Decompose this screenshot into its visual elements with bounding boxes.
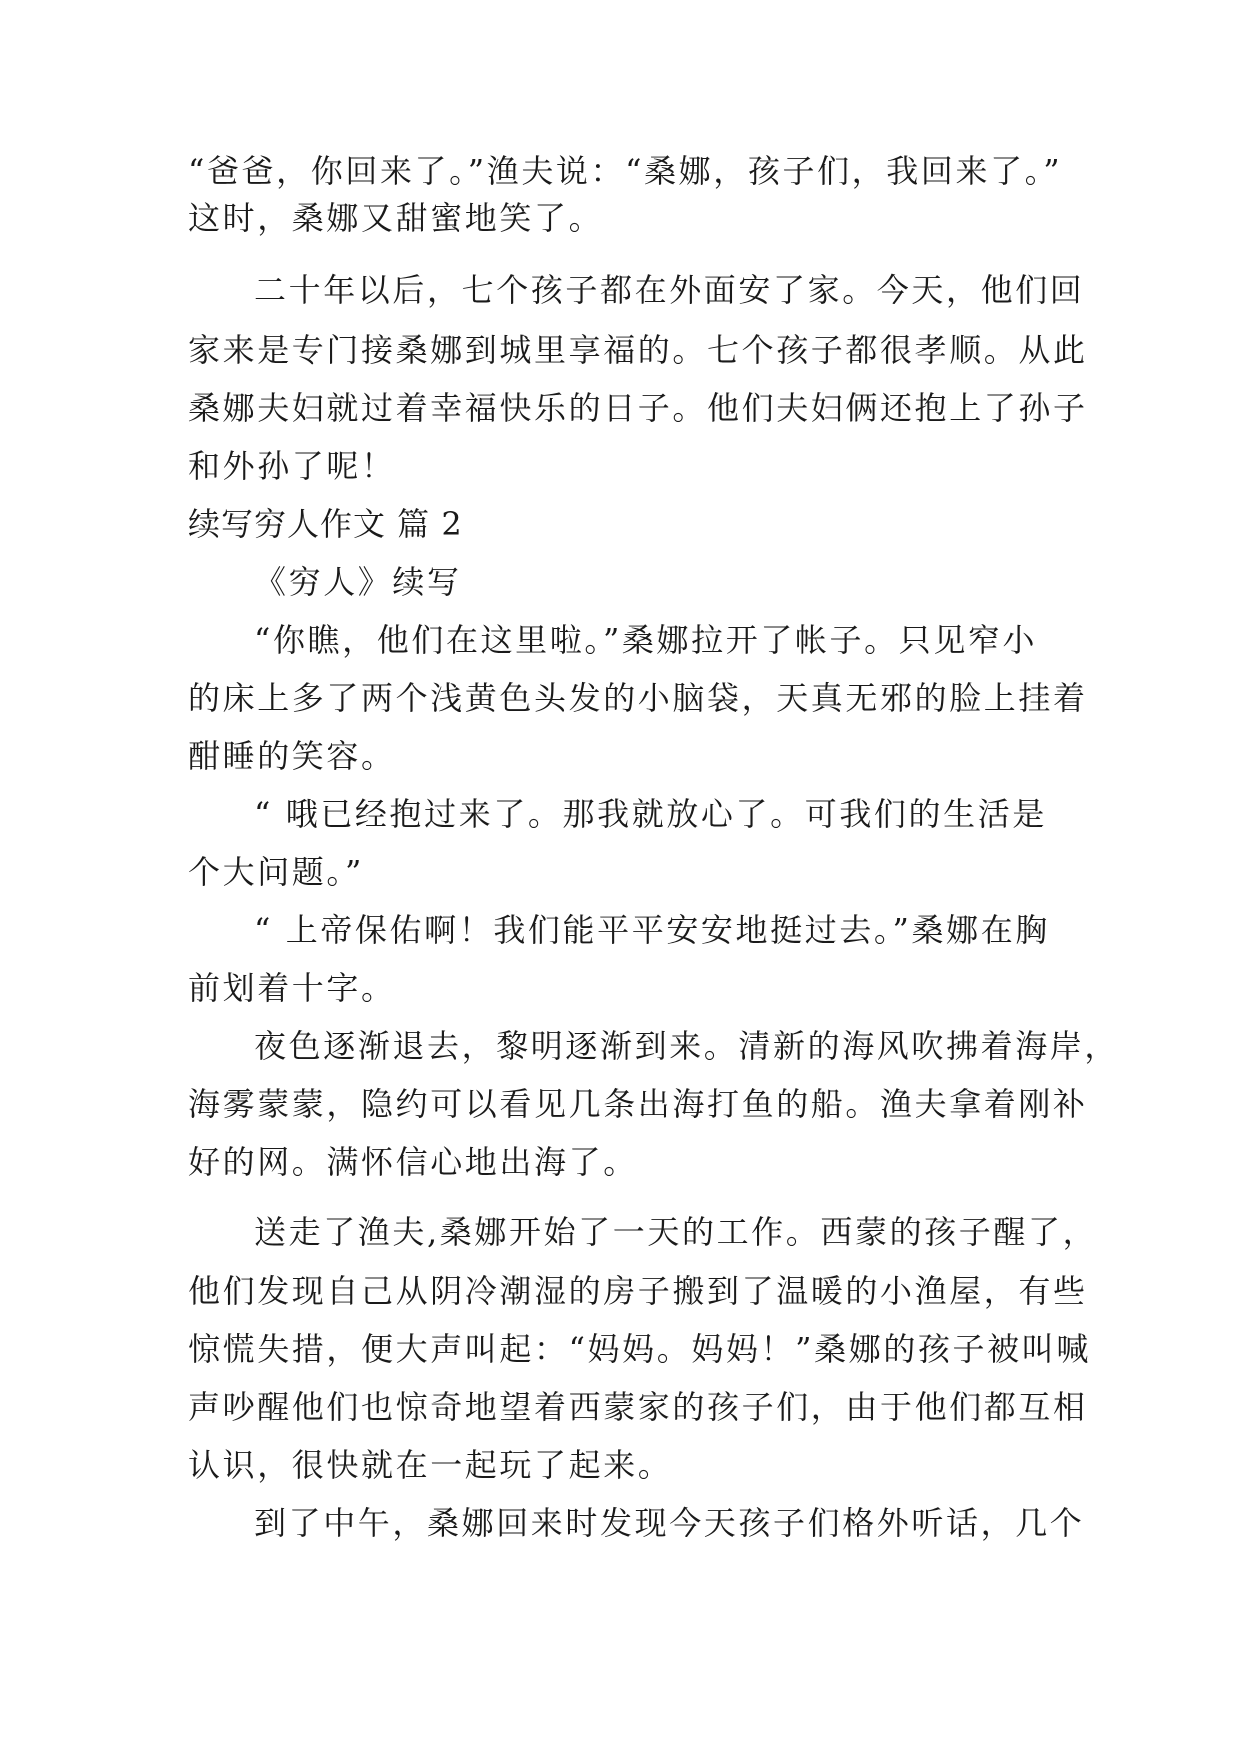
paragraph-line: 酣睡的笑容。 <box>188 737 396 775</box>
paragraph-line: 好的网。满怀信心地出海了。 <box>188 1143 638 1181</box>
section-heading: 续写穷人作文 篇 2 <box>188 505 463 543</box>
paragraph-line: 送走了渔夫,桑娜开始了一天的工作。西蒙的孩子醒了， <box>254 1213 1098 1251</box>
paragraph-line: 桑娜夫妇就过着幸福快乐的日子。他们夫妇俩还抱上了孙子 <box>188 389 1088 427</box>
paragraph-line: 前划着十字。 <box>188 969 396 1007</box>
paragraph-line: 夜色逐渐退去，黎明逐渐到来。清新的海风吹拂着海岸， <box>254 1027 1120 1065</box>
paragraph-line: 认识，很快就在一起玩了起来。 <box>188 1446 673 1484</box>
paragraph-line: 惊慌失措，便大声叫起：“妈妈。妈妈！”桑娜的孩子被叫喊 <box>188 1330 1091 1368</box>
paragraph-line: 二十年以后，七个孩子都在外面安了家。今天，他们回 <box>254 271 1085 309</box>
paragraph-line: 声吵醒他们也惊奇地望着西蒙家的孩子们，由于他们都互相 <box>188 1388 1088 1426</box>
paragraph-line: 个大问题。” <box>188 853 364 891</box>
paragraph-line: “爸爸，你回来了。”渔夫说：“桑娜，孩子们，我回来了。” <box>188 152 1063 190</box>
paragraph-line: 海雾蒙蒙，隐约可以看见几条出海打鱼的船。渔夫拿着刚补 <box>188 1085 1088 1123</box>
paragraph-line: 他们发现自己从阴冷潮湿的房子搬到了温暖的小渔屋，有些 <box>188 1272 1088 1310</box>
paragraph-line: 家来是专门接桑娜到城里享福的。七个孩子都很孝顺。从此 <box>188 331 1088 369</box>
paragraph-line: 和外孙了呢！ <box>188 447 396 485</box>
paragraph-line: 到了中午，桑娜回来时发现今天孩子们格外听话，几个 <box>254 1504 1085 1542</box>
paragraph-line: 的床上多了两个浅黄色头发的小脑袋，天真无邪的脸上挂着 <box>188 679 1088 717</box>
paragraph-line: “ 上帝保佑啊！我们能平平安安地挺过去。”桑娜在胸 <box>254 911 1050 949</box>
paragraph-line: “你瞧，他们在这里啦。”桑娜拉开了帐子。只见窄小 <box>254 621 1038 659</box>
article-title: 《穷人》续写 <box>254 563 462 601</box>
paragraph-line: 这时，桑娜又甜蜜地笑了。 <box>188 199 604 237</box>
paragraph-line: “ 哦已经抱过来了。那我就放心了。可我们的生活是 <box>254 795 1047 833</box>
